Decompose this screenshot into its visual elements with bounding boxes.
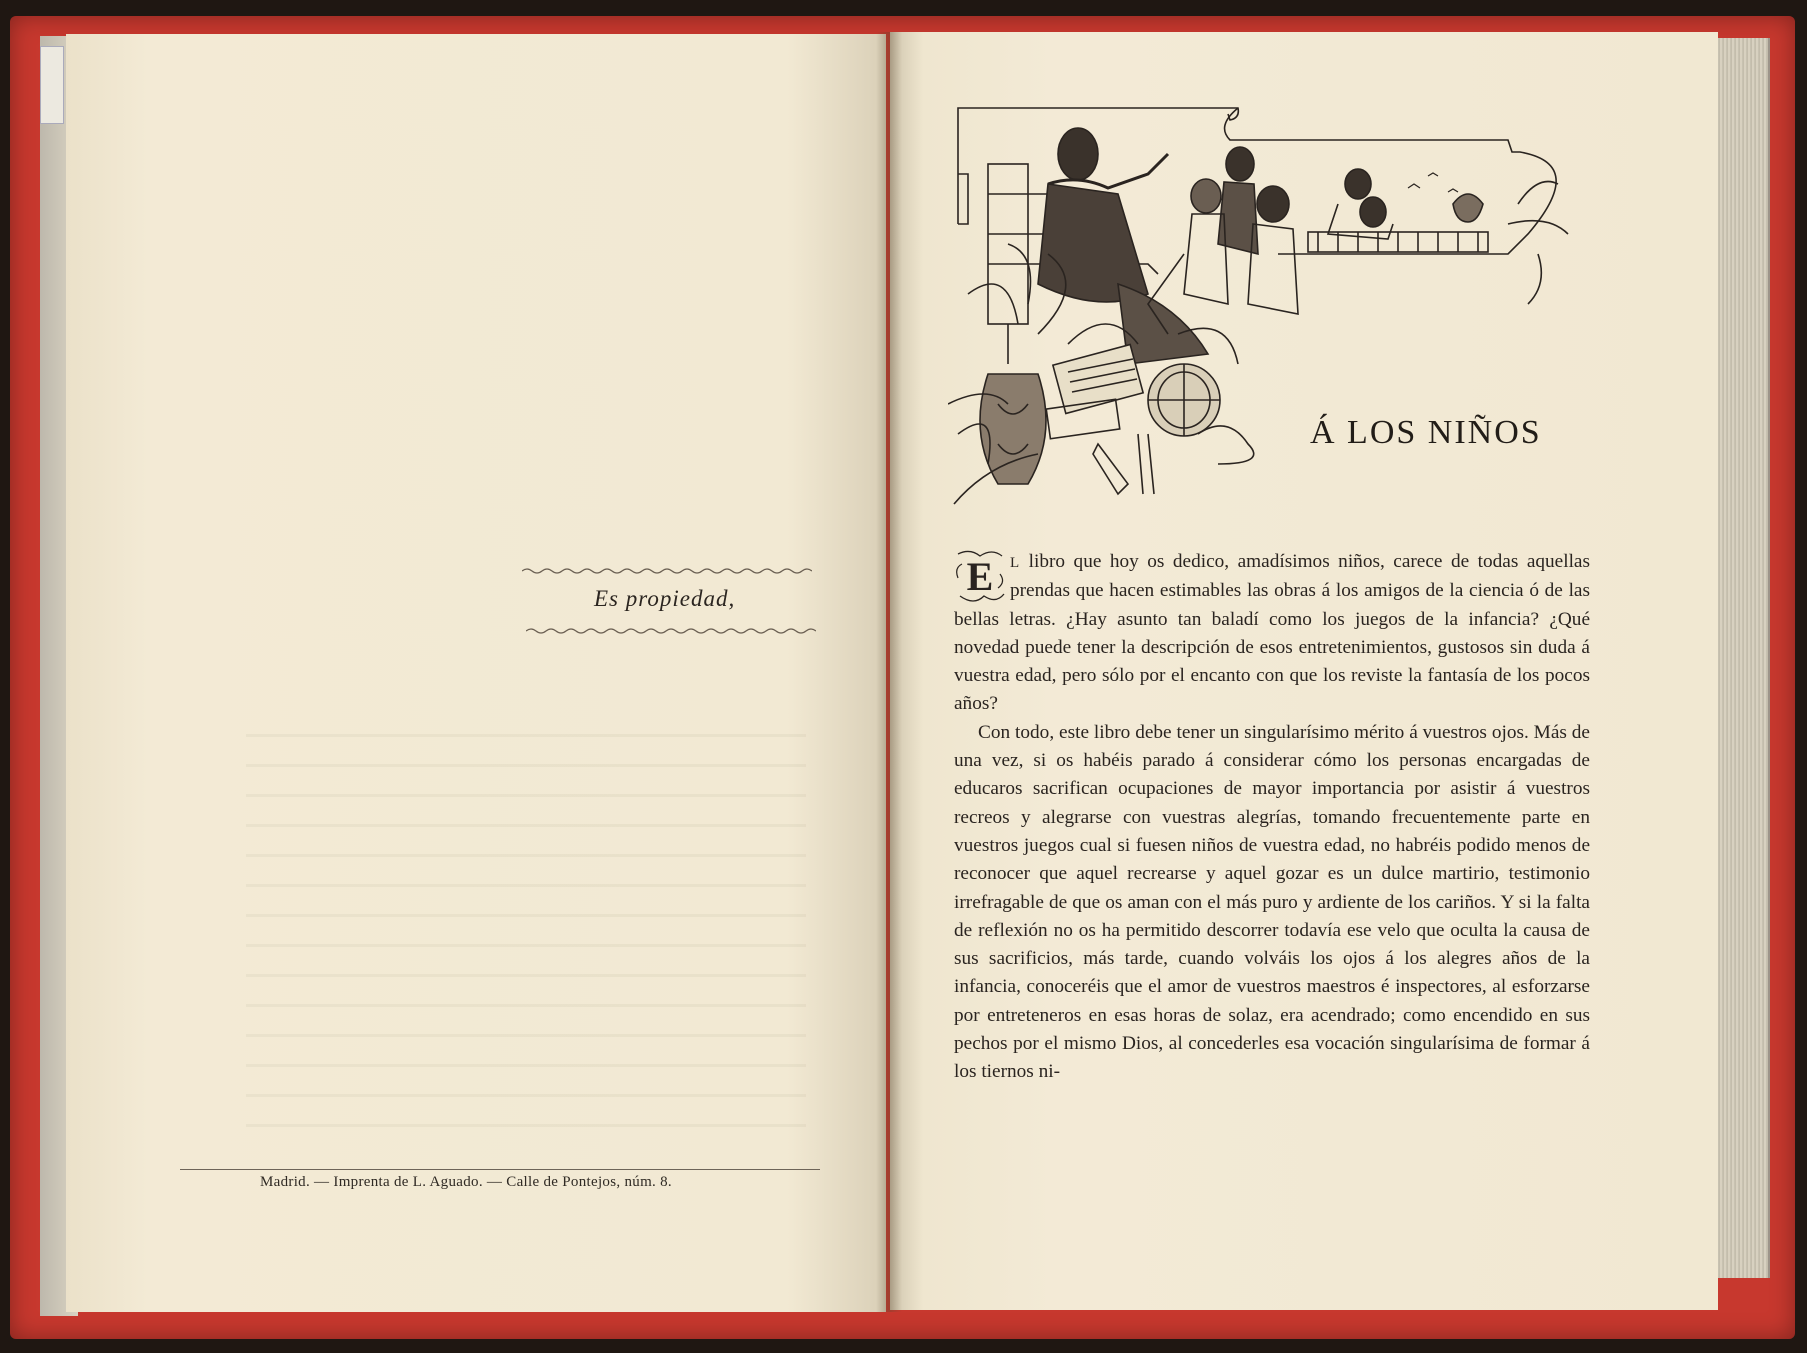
paragraph-2: Con todo, este libro debe tener un singularísimo mérito á vuestros ojos. Más de una vez, si os habéis parado á considerar cómo los personas encargadas de educaros sacrifican ocupaciones de mayor importancia por asistir á vuestros recreos y alegrarse con vuestras alegrías, tomando frecuentemente parte en vuestros juegos cual si fuesen niños de vuestra edad, no habréis podido menos de reconocer que aquel recrearse y aquel gozar es un dulce martirio, testimonio irrefragable de que os aman con el más puro y ardiente de los cariños. Y si la falta de reflexión no os ha permitido descorrer todavía ese velo que oculta la causa de sus sacrificios, más tarde, cuando volváis los ojos á los alegres años de la infancia, conoceréis que el amor de vuestros maestros é inspectores, al esforzarse por entreteneros en esas horas de solaz, era acendrado; como encendido en sus pechos por el mismo Dios, al concederles esa vocación singularísima de formar á los tiernos ni-: [954, 721, 1590, 1083]
property-note: Es propiedad,: [594, 586, 736, 611]
imprint-rule: [180, 1169, 820, 1170]
imprint-line: Madrid. — Imprenta de L. Aguado. — Calle de Pontejos, núm. 8.: [260, 1174, 672, 1190]
drop-cap-letter: E: [966, 554, 994, 599]
chapter-title: Á LOS NIÑOS: [1310, 414, 1542, 451]
book-gutter: [876, 32, 902, 1312]
library-tag: [40, 46, 64, 124]
wavy-ornament-top: [522, 566, 812, 576]
paragraph-1: [954, 548, 1590, 719]
drop-cap-ornament: [954, 548, 1006, 604]
paragraph-1-text: libro que hoy os dedico, amadísimos niños, carece de todas aquellas prendas que hacen estimables las obras á los amigos de la ciencia ó de las bellas letras. ¿Hay asunto tan baladí como los juegos de la infancia? ¿Qué novedad puede tener la descripción de esos entretenimientos, gustosos sin duda á vuestra edad, pero sólo por el encanto con que los reviste la fantasía de los pocos años?: [954, 551, 1590, 715]
wavy-ornament-bottom: [526, 626, 816, 636]
left-page: [66, 34, 886, 1312]
drop-cap: [954, 548, 1006, 604]
body-text: [954, 548, 1590, 1087]
right-page-stack: [1716, 38, 1770, 1278]
first-word-rest: L: [1010, 555, 1021, 571]
engraving-illustration: [948, 104, 1588, 514]
